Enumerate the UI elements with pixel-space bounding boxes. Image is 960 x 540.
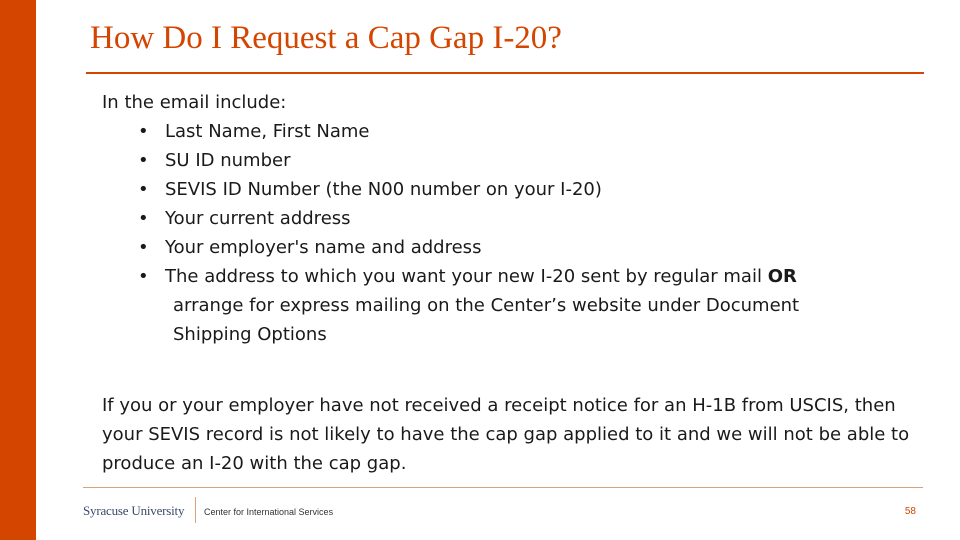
- bullet-text: SU ID number: [165, 150, 291, 171]
- page-number: 58: [904, 506, 916, 517]
- shipping-line-1: The address to which you want your new I-20 sent by regular mail: [165, 266, 762, 287]
- footer-divider: [83, 487, 923, 488]
- or-emphasis: OR: [767, 266, 797, 287]
- bullet-item: [102, 117, 922, 146]
- bullet-text-shipping: [165, 262, 855, 349]
- bullet-text: Last Name, First Name: [165, 121, 370, 142]
- bullet-item-shipping: [102, 262, 922, 349]
- bullet-icon: •: [138, 150, 149, 171]
- bullet-item: [102, 146, 922, 175]
- bullet-list: [102, 117, 922, 349]
- slide-content: [102, 88, 922, 478]
- bullet-text: Your employer's name and address: [165, 237, 482, 258]
- bullet-icon: •: [138, 179, 149, 200]
- bullet-icon: •: [138, 266, 149, 287]
- shipping-line-3: Shipping Options: [173, 324, 327, 345]
- bullet-text: SEVIS ID Number (the N00 number on your I-20): [165, 179, 602, 200]
- bullet-icon: •: [138, 237, 149, 258]
- left-accent-bar: [0, 0, 36, 540]
- shipping-line-2: arrange for express mailing on the Center’s website under Document: [173, 295, 800, 316]
- bullet-item: [102, 175, 922, 204]
- bullet-text: Your current address: [165, 208, 351, 229]
- title-divider: [86, 72, 924, 74]
- cap-gap-note: If you or your employer have not received a receipt notice for an H-1B from USCIS, then your SEVIS record is not likely to have the cap gap applied to it and we will not be able to produce an I-20 with the cap gap.: [102, 395, 910, 474]
- bullet-item: [102, 233, 922, 262]
- footer-separator: [195, 497, 196, 523]
- footer-department: Center for International Services: [204, 507, 334, 517]
- intro-text: In the email include:: [102, 92, 287, 113]
- bullet-icon: •: [138, 208, 149, 229]
- syracuse-university-logo: Syracuse University: [83, 503, 185, 518]
- slide-title: How Do I Request a Cap Gap I-20?: [90, 20, 562, 56]
- bullet-item: [102, 204, 922, 233]
- bullet-icon: •: [138, 121, 149, 142]
